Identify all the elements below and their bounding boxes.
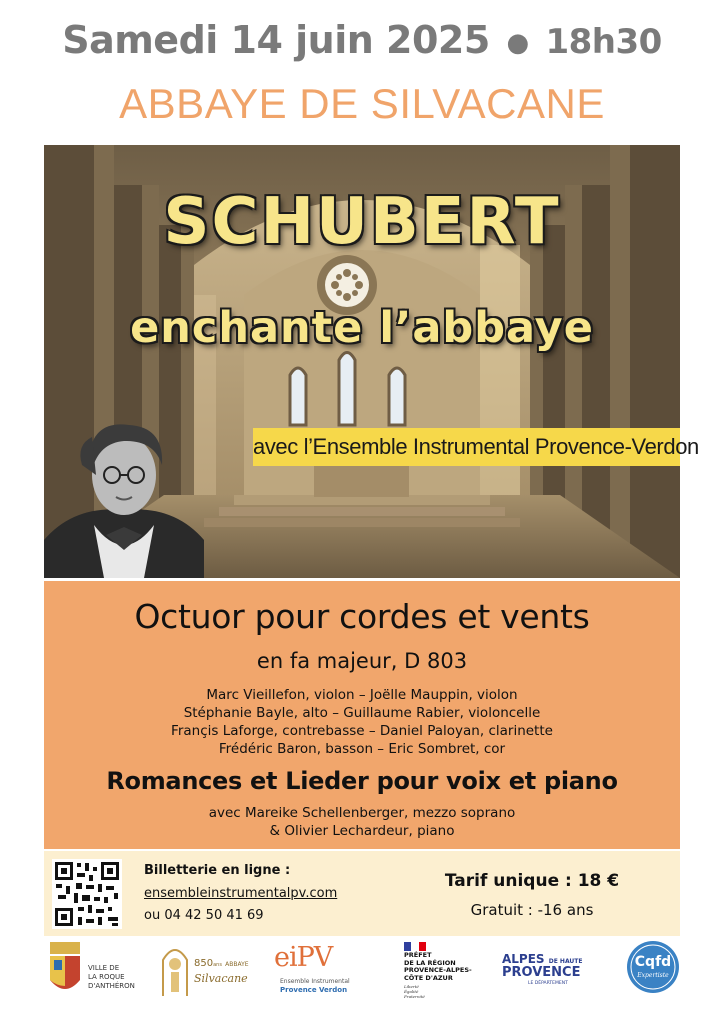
- silvacane-ans: ans: [213, 962, 222, 968]
- singer-line: & Olivier Lechardeur, piano: [269, 823, 455, 839]
- eipv-mark: eiPV: [274, 942, 333, 973]
- roque-crest-icon: [46, 942, 84, 998]
- ticket-label: Billetterie en ligne :: [144, 863, 291, 878]
- alpes-de: DE HAUTE: [548, 958, 583, 965]
- roque-l2: LA ROQUE: [88, 973, 125, 981]
- qr-code-icon[interactable]: [52, 859, 122, 929]
- logo-roque-antheron: [44, 940, 134, 1002]
- prefet-l3: PROVENCE-ALPES-: [404, 966, 472, 974]
- ticket-free-note: Gratuit : -16 ans: [470, 901, 594, 919]
- alpes-l2: PROVENCE: [502, 965, 581, 980]
- separator-dot: ●: [506, 27, 529, 58]
- ticket-phone: ou 04 42 50 41 69: [144, 908, 264, 923]
- work2-title: Romances et Lieder pour voix et piano: [106, 767, 618, 795]
- ticket-box: [44, 851, 680, 936]
- alpes-l3: LE DÉPARTEMENT: [528, 981, 568, 986]
- ticket-url-link[interactable]: ensembleinstrumentalpv.com: [144, 886, 338, 901]
- work1-title: Octuor pour cordes et vents: [134, 597, 590, 636]
- roque-l1: VILLE DE: [88, 964, 120, 972]
- date-line: [0, 18, 724, 62]
- prefet-l4: CÔTE D'AZUR: [404, 973, 453, 982]
- cqfd-l2: Expertiste: [637, 972, 669, 979]
- logo-prefet-region: [402, 940, 482, 1002]
- ensemble-band: avec l’Ensemble Instrumental Provence-Verdon: [253, 428, 680, 466]
- event-date: Samedi 14 juin 2025: [62, 18, 490, 62]
- eipv-l2: Provence Verdon: [280, 986, 348, 994]
- eipv-l1: Ensemble Instrumental: [280, 978, 350, 985]
- logo-alpes-haute-provence: [502, 952, 592, 992]
- logo-cqfd: [626, 940, 680, 994]
- logo-eipv: [270, 942, 365, 1000]
- work1-subtitle: en fa majeur, D 803: [256, 649, 468, 673]
- roque-l3: D'ANTHÉRON: [88, 982, 135, 990]
- alpes-l1: ALPES: [502, 952, 545, 966]
- title-enchante: enchante l’abbaye: [130, 303, 594, 353]
- prefet-text: [404, 952, 472, 982]
- prefet-l2: DE LA RÉGION: [404, 958, 456, 967]
- silvacane-arch-icon: [160, 942, 190, 996]
- program-panel: [44, 581, 680, 849]
- prefet-l6: Égalité: [404, 989, 419, 994]
- schubert-portrait: [44, 415, 204, 578]
- silvacane-name: Silvacane: [194, 972, 248, 985]
- musician-line: Françis Laforge, contrebasse – Daniel Paloyan, clarinette: [171, 723, 553, 739]
- logo-silvacane-850: [158, 940, 248, 1000]
- silvacane-text: [194, 958, 249, 969]
- prefet-motto: [404, 984, 425, 999]
- prefet-l7: Fraternité: [404, 994, 425, 999]
- title-schubert: SCHUBERT: [163, 185, 561, 259]
- singer-line: avec Mareike Schellenberger, mezzo soprano: [208, 805, 516, 821]
- cqfd-l1: Cqfd: [634, 954, 672, 970]
- prefet-l5: Liberté: [404, 984, 419, 989]
- musician-line: Frédéric Baron, basson – Eric Sombret, cor: [218, 741, 506, 757]
- ticket-price: Tarif unique : 18 €: [444, 871, 620, 891]
- marianne-flag-icon: [404, 942, 426, 951]
- musician-line: Marc Vieillefon, violon – Joëlle Mauppin, violon: [206, 687, 518, 703]
- prefet-l1: PRÉFET: [404, 951, 432, 959]
- silvacane-abbaye: ABBAYE: [225, 961, 249, 968]
- alpes-text: [502, 952, 582, 966]
- silvacane-years: 850: [194, 958, 214, 969]
- venue-title: ABBAYE DE SILVACANE: [119, 80, 605, 127]
- event-time: 18h30: [545, 22, 662, 62]
- roque-text: [88, 964, 135, 991]
- musician-line: Stéphanie Bayle, alto – Guillaume Rabier, violoncelle: [183, 705, 541, 721]
